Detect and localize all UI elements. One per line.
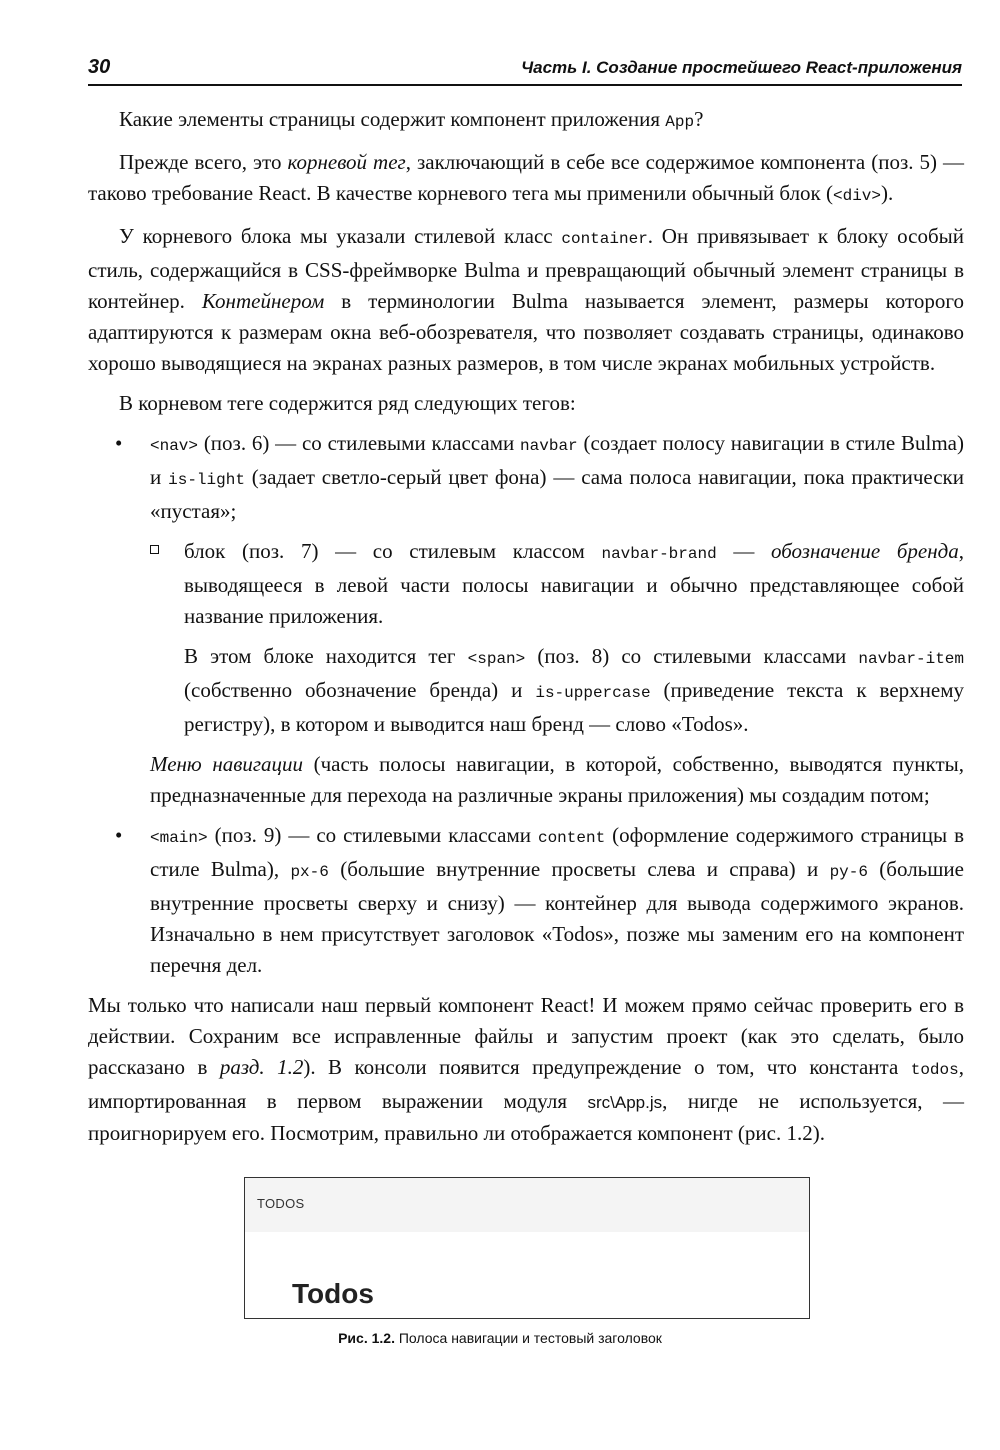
code-app: App — [665, 113, 695, 131]
bullet2-t2: (оформление содержимого страницы в стиле Bulma), — [150, 823, 964, 881]
code-container: container — [561, 230, 648, 248]
bullet1-t1: (поз. 6) — со стилевыми классами — [198, 431, 521, 455]
code-navbar-item: navbar-item — [858, 650, 964, 668]
code-px-6: px-6 — [290, 863, 329, 881]
bullet-nav — [88, 428, 964, 527]
para3-t1: У корневого блока мы указали стилевой класс — [119, 224, 562, 248]
para3-t3: в терминологии Bulma называется элемент, размеры которого адаптируются к размерам окна веб-обозревателя, что позволяет создавать страницы, одинаково хорошо выводящиеся на экранах разных размеров, в том числе экранах мобильных устройств. — [88, 289, 965, 375]
code-nav: <nav> — [150, 437, 199, 455]
term-container: Контейнером — [201, 289, 325, 313]
code-todos: todos — [910, 1061, 959, 1079]
code-main: <main> — [150, 829, 208, 847]
subbullet-brand — [88, 536, 964, 632]
caption-text: Полоса навигации и тестовый заголовок — [394, 1330, 662, 1346]
term-nav-menu: Меню навигации — [150, 752, 304, 776]
subcont-t3: (собственно обозначение бренда) и — [184, 678, 536, 702]
code-content: content — [537, 829, 606, 847]
bullet1-t3: (задает светло-серый цвет фона) — сама полоса навигации, пока практически «пустая»; — [150, 465, 964, 523]
sub1-t3: , выводящееся в левой части полосы навигации и обычно представляющее собой название приложения. — [184, 539, 964, 628]
paragraph-2 — [88, 147, 964, 212]
paragraph-1 — [88, 104, 964, 138]
bullet1-t2: (создает полосу навигации в стиле Bulma) и — [150, 431, 964, 489]
square-bullet-icon — [150, 545, 159, 554]
para1-end: ? — [694, 107, 704, 131]
subcont-t1: В этом блоке находится тег — [184, 644, 468, 668]
bullet2-t1: (поз. 9) — со стилевыми классами — [207, 823, 538, 847]
para2-t3: ). — [881, 181, 894, 205]
subcont-t4: (приведение текста к верхнему регистру), в котором и выводится наш бренд — слово «Todos». — [184, 678, 964, 736]
code-div: <div> — [833, 187, 882, 205]
running-header — [88, 52, 962, 86]
file-path: src\App.js — [587, 1093, 663, 1112]
figure-caption — [0, 1330, 1000, 1346]
para2-t2: , заключающий в себе все содержимое компонента (поз. 5) — таково требование React. В качестве корневого тега мы применили обычный блок ( — [88, 150, 964, 205]
paragraph-5 — [88, 990, 964, 1149]
bullet1-cont-t1: (часть полосы навигации, в которой, собственно, выводятся пункты, предназначенные для перехода на различные экраны приложения) мы создадим потом; — [150, 752, 964, 807]
para5-t4: , нигде не используется, — проигнорируем его. Посмотрим, правильно ли отображается компонент (рис. 1.2). — [88, 1089, 965, 1145]
navbar-brand[interactable]: TODOS — [257, 1196, 305, 1211]
bullet-main — [88, 820, 964, 981]
subbullet-brand-continuation — [88, 641, 964, 740]
para2-t1: Прежде всего, это — [119, 150, 288, 174]
para1-text: Какие элементы страницы содержит компонент приложения — [119, 107, 666, 131]
todos-heading: Todos — [292, 1278, 374, 1309]
paragraph-4: В корневом теге содержится ряд следующих тегов: — [119, 391, 576, 415]
sub1-t1: блок (поз. 7) — со стилевым классом — [184, 539, 602, 563]
code-py-6: py-6 — [829, 863, 868, 881]
page-body — [88, 104, 964, 1149]
code-navbar: navbar — [520, 437, 578, 455]
term-root-tag: корневой тег — [287, 150, 406, 174]
term-brand: обозначение бренда — [771, 539, 959, 563]
part-title: Часть I. Создание простейшего React-приложения — [521, 58, 962, 77]
bullet-nav-continuation — [88, 749, 964, 811]
para5-t3: , импортированная в первом выражении модуля — [88, 1055, 964, 1113]
navbar — [245, 1178, 809, 1232]
code-is-light: is-light — [168, 471, 245, 489]
page-number: 30 — [88, 56, 111, 78]
code-span: <span> — [467, 650, 526, 668]
bullet-marker: • — [115, 431, 123, 455]
bullet-marker: • — [115, 823, 123, 847]
section-ref: разд. 1.2 — [219, 1055, 304, 1079]
code-is-uppercase: is-uppercase — [535, 684, 651, 702]
bullet2-t4: (большие внутренние просветы сверху и снизу) — контейнер для вывода содержимого экранов. Изначально в нем присутствует заголовок «Todos», позже мы заменим его на компонент перечня дел. — [150, 857, 964, 977]
sub1-t2: — — [716, 539, 772, 563]
para5-t1: Мы только что написали наш первый компонент React! И можем прямо сейчас проверить его в действии. Сохраним все исправленные файлы и запустим проект (как это сделать, было рассказано в — [88, 993, 964, 1079]
para5-t2: ). В консоли появится предупреждение о том, что константа — [303, 1055, 911, 1079]
code-navbar-brand: navbar-brand — [601, 545, 717, 563]
subcont-t2: (поз. 8) со стилевыми классами — [525, 644, 859, 668]
para3-t2: . Он привязывает к блоку особый стиль, содержащийся в CSS-фреймворке Bulma и превращающий обычный элемент страницы в контейнер. — [88, 224, 964, 313]
caption-label: Рис. 1.2. — [338, 1330, 395, 1346]
paragraph-3 — [88, 221, 964, 379]
figure-screenshot — [244, 1177, 810, 1319]
bullet2-t3: (большие внутренние просветы слева и справа) и — [328, 857, 830, 881]
